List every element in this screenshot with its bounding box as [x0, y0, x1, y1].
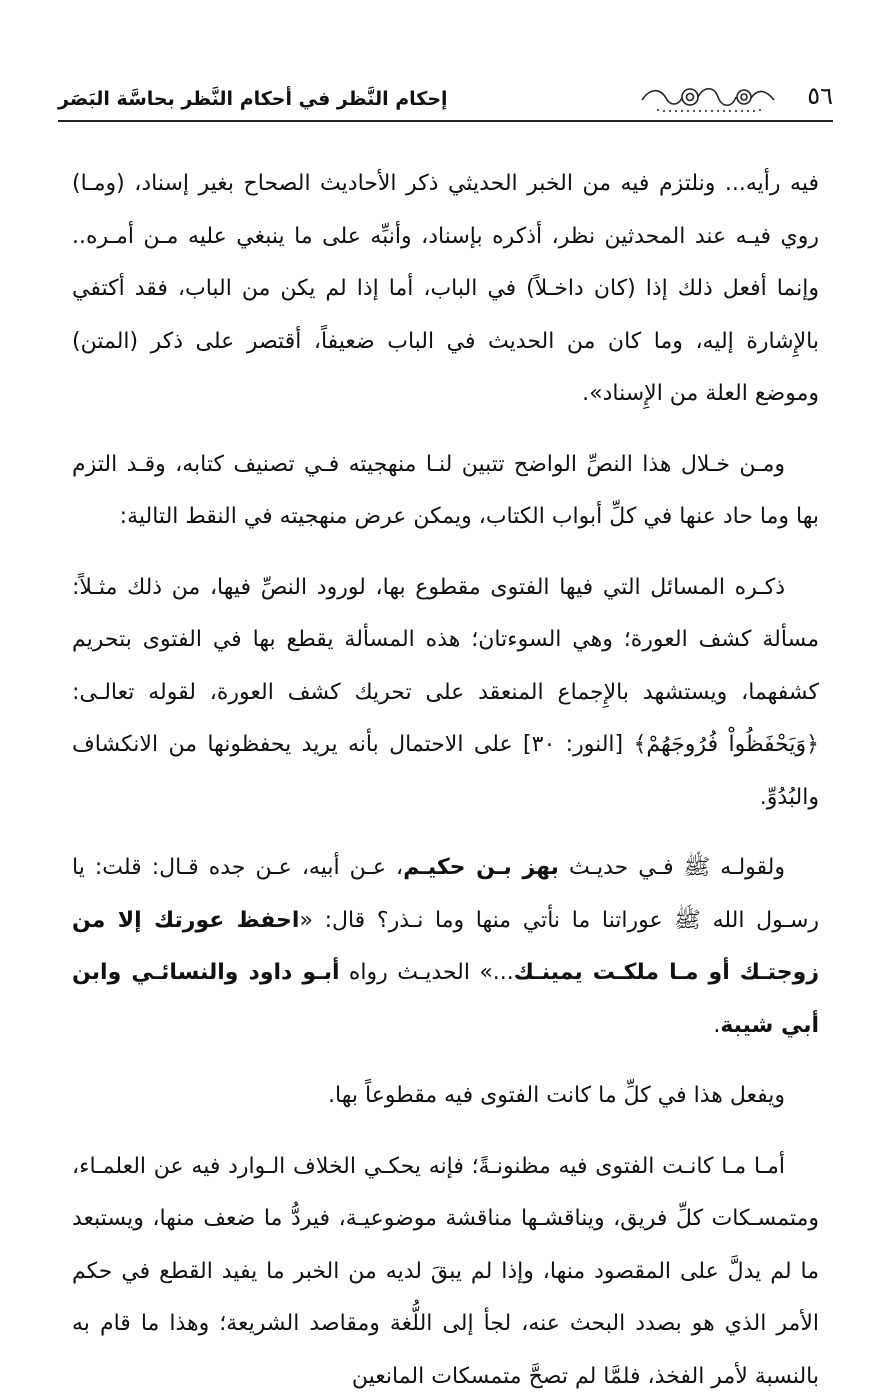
header-divider [58, 120, 833, 122]
text-run: . [713, 1012, 721, 1038]
page-body [72, 158, 819, 1393]
paragraph: ومـن خـلال هذا النصِّ الواضح تتبين لنـا منهجيته فـي تصنيف كتابه، وقـد التزم بها وما حاد عنها في كلِّ أبواب الكتاب، ويمكن عرض منهجيته في النقط التالية: [72, 451, 819, 529]
running-header [58, 78, 833, 118]
paragraph: أمـا مـا كانـت الفتوى فيه مظنونـةً؛ فإنه يحكـي الخلاف الـوارد فيه عن العلمـاء، ومتمسـكات كلِّ فريق، ويناقشـها مناقشة موضوعيـة، فيردُّ ما ضعف منها، ويستبعد ما لم يدلَّ على المقصود منها، وإذا لم يبقَ لديه من الخبر ما يفيد القطع في حكم الأمر الذي هو بصدد البحث عنه، لجأ إلى اللُّغة ومقاصد الشريعة؛ وهذا ما قام به بالنسبة لأمر الفخذ، فلمَّا لم تصحَّ متمسكات المانعين [72, 1153, 819, 1389]
text-run: ، عـن أبيه، عـن جده قـال: قلت: يا رسـول الله ﷺ عوراتنا ما نأتي منها وما نـذر؟ قال: « [72, 855, 820, 933]
paragraph: ذكـره المسائل التي فيها الفتوى مقطوع بها، لورود النصِّ فيها، من ذلك مثـلاً: مسألة كشف العورة؛ وهي السوءتان؛ هذه المسألة يقطع بها في الفتوى بتحريم كشفهما، ويستشهد بالإِجماع المنعقد على تحريك كشف العورة، لقوله تعالـى: ﴿وَيَحْفَظُواْ فُرُوجَهُمْ﴾ [النور: ٣٠] على الاحتمال بأنه يريد يحفظونها من الانكشاف والبُدُوِّ. [72, 574, 819, 810]
book-title: إحكام النَّظر في أحكام النَّظر بحاسَّة البَصَر [58, 88, 448, 110]
page-number: ٥٦ [807, 82, 833, 110]
paragraph-hadith [72, 842, 819, 1052]
hadith-sources: أبـو داود والنسائـي وابن أبي شيبة [72, 960, 819, 1038]
paragraph: ويفعل هذا في كلِّ ما كانت الفتوى فيه مقطوعاً بها. [328, 1083, 785, 1108]
ornament-icon [638, 80, 778, 116]
paragraph: فيه رأيه... ونلتزم فيه من الخبر الحديثي ذكر الأحاديث الصحاح بغير إسناد، (ومـا) روي فيـه عند المحدثين نظر، أذكره بإسناد، وأنبِّه على ما ينبغي عليه مـن أمـره.. وإنما أفعل ذلك إذا (كان داخـلاً) في الباب، أما إذا لم يكن من الباب، فقد أكتفي بالإِشارة إليه، وما كان من الحديث في الباب ضعيفاً، أقتصر على ذكر (المتن) وموضع العلة من الإِسناد». [72, 171, 819, 406]
hadith-quote: احفظ عورتك إلا من زوجتـك أو مـا ملكـت يمينـك [72, 907, 819, 985]
text-run: ولقولـه ﷺ فـي حديـث [558, 855, 785, 880]
narrator-name: بهز بـن حكيـم [403, 855, 559, 880]
text-run: ...» الحديـث رواه [339, 960, 514, 985]
